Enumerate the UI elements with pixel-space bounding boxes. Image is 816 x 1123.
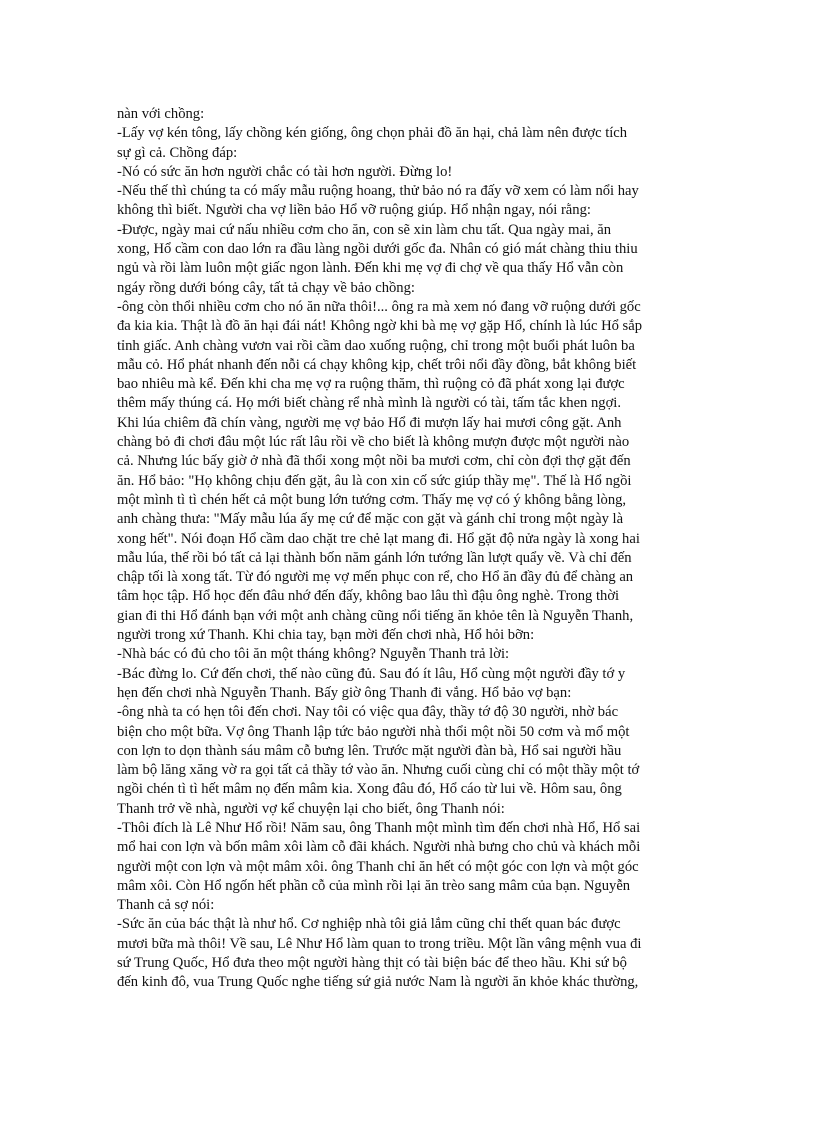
text-line: mươi bữa mà thôi! Về sau, Lê Như Hổ làm quan to trong triều. Một lần vâng mệnh vua đi (117, 935, 642, 952)
text-line: sứ Trung Quốc, Hổ đưa theo một người hàng thịt có tài biện bác để theo hầu. Khi sứ bộ (117, 955, 627, 972)
text-line: ngồi chén tì tì hết mâm nọ đến mâm kia. Xong đâu đó, Hổ cáo từ lui về. Hôm sau, ông (117, 781, 622, 798)
text-line: Thanh trở về nhà, người vợ kể chuyện lại cho biết, ông Thanh nói: (117, 800, 505, 817)
text-line: mâm xôi. Còn Hổ ngốn hết phần cỗ của mình rồi lại ăn trèo sang mâm của bạn. Nguyễn (117, 877, 631, 894)
text-line: gian đi thi Hổ đánh bạn với một anh chàng cũng nổi tiếng ăn khỏe tên là Nguyễn Thanh, (117, 607, 634, 624)
text-line: con lợn to dọn thành sáu mâm cỗ bưng lên. Trước mặt người đàn bà, Hổ sai người hầu (117, 742, 622, 759)
text-line: -Được, ngày mai cứ nấu nhiều cơm cho ăn, con sẽ xin làm chu tất. Qua ngày mai, ăn (117, 221, 612, 238)
text-line: mổ hai con lợn và bốn mâm xôi làm cỗ đãi khách. Người nhà bưng cho chủ và khách mỗi (117, 839, 641, 856)
text-line: đa kia kia. Thật là đồ ăn hại đái nát! Không ngờ khi bà mẹ vợ gặp Hổ, chính là lúc Hổ sắp (117, 318, 643, 335)
text-line: xong, Hổ cầm con dao lớn ra đầu làng ngồi dưới gốc đa. Nhân có gió mát chàng thiu thiu (117, 241, 638, 258)
text-line: hẹn đến chơi nhà Nguyễn Thanh. Bấy giờ ông Thanh đi vắng. Hổ bảo vợ bạn: (117, 684, 572, 701)
text-line: -Bác đừng lo. Cứ đến chơi, thế nào cũng đủ. Sau đó ít lâu, Hổ cùng một người đầy tớ y (117, 665, 626, 682)
text-line: mẫu cỏ. Hổ phát nhanh đến nỗi cá chạy không kịp, chết trôi nổi đầy đồng, bắt không biết (117, 356, 637, 373)
text-line: Khi lúa chiêm đã chín vàng, người mẹ vợ bảo Hổ đi mượn lấy hai mươi công gặt. Anh (117, 414, 622, 431)
text-line: -Nó có sức ăn hơn người chắc có tài hơn người. Đừng lo! (117, 163, 453, 180)
text-line: làm bộ lăng xăng vờ ra gọi tất cả thầy tớ vào ăn. Nhưng cuối cùng chỉ có một thầy một tớ (117, 762, 640, 779)
text-line: -ông nhà ta có hẹn tôi đến chơi. Nay tôi có việc qua đây, thầy tớ độ 30 người, nhờ bác (117, 704, 619, 721)
text-line: mẫu lúa, thế rồi bó tất cả lại thành bốn năm gánh lớn tướng lần lượt quẩy về. Và chỉ đến (117, 549, 632, 566)
text-line: Thanh cả sợ nói: (117, 897, 215, 914)
text-line: bao nhiêu mà kể. Đến khi cha mẹ vợ ra ruộng thăm, thì ruộng cỏ đã phát xong lại được (117, 376, 625, 393)
text-line: tâm học tập. Hổ học đến đâu nhớ đến đấy, không bao lâu thì đậu ông nghè. Trong thời (117, 588, 620, 605)
text-line: chập tối là xong tất. Từ đó người mẹ vợ mến phục con rể, cho Hổ ăn đầy đủ để chàng an (117, 569, 634, 586)
text-line: đến kinh đô, vua Trung Quốc nghe tiếng sứ giả nước Nam là người ăn khỏe khác thường, (117, 974, 639, 991)
text-line: xong hết". Nói đoạn Hổ cầm dao chặt tre chẻ lạt mang đi. Hổ gặt độ nửa ngày là xong hai (117, 530, 640, 547)
text-line: -Sức ăn của bác thật là như hổ. Cơ nghiệp nhà tôi giả lắm cũng chỉ thết quan bác được (117, 916, 621, 933)
text-line: anh chàng thưa: "Mấy mẫu lúa ấy mẹ cứ để mặc con gặt và gánh chỉ trong một ngày là (117, 511, 624, 528)
text-line: một mình tì tì chén hết cả một bung lớn tướng cơm. Thấy mẹ vợ có ý không bằng lòng, (117, 491, 627, 508)
text-line: ngủ và rồi làm luôn một giấc ngon lành. Đến khi mẹ vợ đi chợ về qua thấy Hổ vẫn còn (117, 260, 624, 277)
text-line: -Lấy vợ kén tông, lấy chồng kén giống, ông chọn phải đồ ăn hại, chả làm nên được tích (117, 125, 628, 142)
text-line: tỉnh giấc. Anh chàng vươn vai rồi cầm dao xuống ruộng, chỉ trong một buổi phát luôn ba (117, 337, 635, 354)
text-line: nàn với chồng: (117, 106, 205, 122)
text-line: cả. Nhưng lúc bấy giờ ở nhà đã thổi xong một nồi ba mươi cơm, chỉ còn đợi thợ gặt đến (117, 453, 631, 470)
text-line: -Nhà bác có đủ cho tôi ăn một tháng không? Nguyễn Thanh trả lời: (117, 646, 510, 663)
text-line: ngáy rồng dưới bóng cây, tất tả chạy về bảo chồng: (117, 279, 415, 296)
text-line: biện cho một bữa. Vợ ông Thanh lập tức bảo người nhà thổi một nồi 50 cơm và mổ một (117, 723, 630, 740)
text-line: không thì biết. Người cha vợ liền bảo Hổ vỡ ruộng giúp. Hổ nhận ngay, nói rằng: (117, 202, 591, 219)
text-line: -Thôi đích là Lê Như Hổ rồi! Năm sau, ông Thanh một mình tìm đến chơi nhà Hổ, Hổ sai (117, 819, 641, 836)
document-page (117, 105, 717, 993)
text-line: chàng bỏ đi chơi đâu một lúc rất lâu rồi về cho biết là không mượn được một người nào (117, 434, 630, 451)
text-line: sự gì cả. Chồng đáp: (117, 144, 238, 161)
text-line: thêm mấy thúng cá. Họ mới biết chàng rể nhà mình là người có tài, tấm tắc khen ngợi. (117, 395, 622, 412)
text-line: người một con lợn và một mâm xôi. ông Thanh chỉ ăn hết có một góc con lợn và một góc (117, 858, 639, 875)
text-line: -ông còn thổi nhiều cơm cho nó ăn nữa thôi!... ông ra mà xem nó đang vỡ ruộng dưới gốc (117, 298, 641, 315)
text-line: ăn. Hổ bảo: "Họ không chịu đến gặt, âu là con xin cố sức giúp thầy mẹ". Thế là Hổ ngồi (117, 472, 632, 489)
text-line: -Nếu thế thì chúng ta có mấy mẫu ruộng hoang, thử bảo nó ra đấy vỡ xem có làm nổi hay (117, 183, 639, 200)
text-line: người trong xứ Thanh. Khi chia tay, bạn mời đến chơi nhà, Hổ hỏi bỡn: (117, 627, 535, 644)
